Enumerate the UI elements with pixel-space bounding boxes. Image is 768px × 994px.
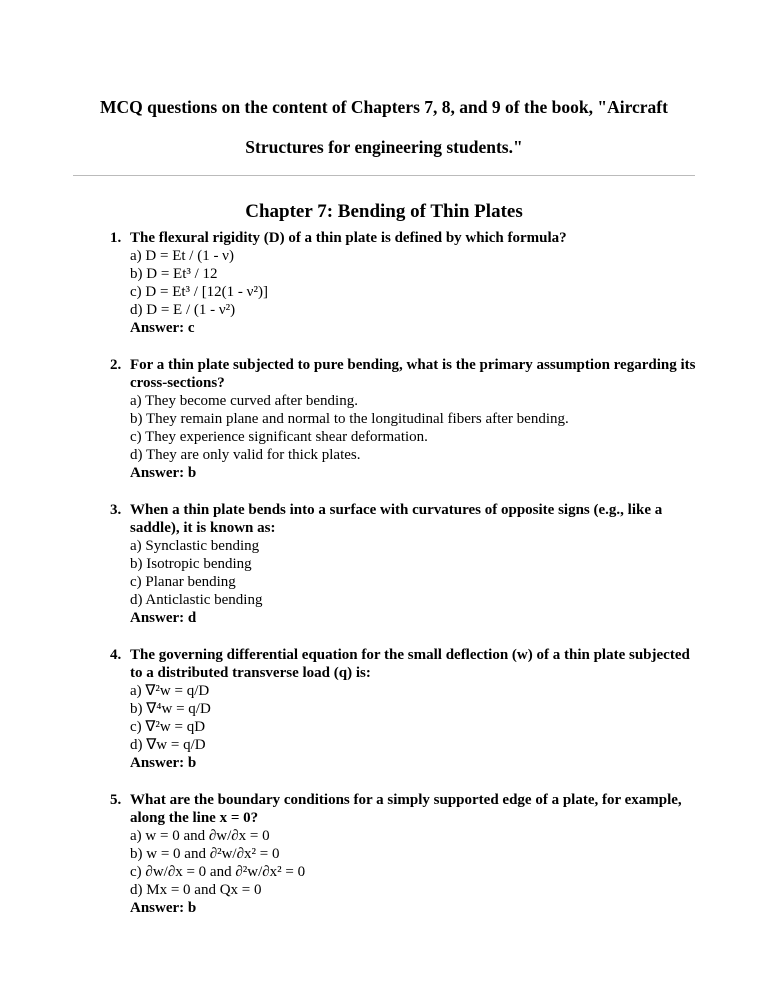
- question-number: 4.: [110, 647, 122, 663]
- option-b: b) D = Et³ / 12: [130, 266, 218, 282]
- chapter-heading: Chapter 7: Bending of Thin Plates: [245, 201, 523, 222]
- question-text: The flexural rigidity (D) of a thin plate is defined by which formula?: [130, 230, 567, 246]
- question-item: [0, 646, 768, 772]
- question-item: [0, 356, 768, 482]
- option-a: a) ∇²w = q/D: [130, 683, 210, 699]
- option-c: c) They experience significant shear deformation.: [130, 429, 428, 445]
- question-text: When a thin plate bends into a surface with curvatures of opposite signs (e.g., like a saddle), it is known as:: [130, 502, 663, 536]
- question-item: [0, 229, 768, 337]
- option-c: c) D = Et³ / [12(1 - ν²)]: [130, 284, 268, 300]
- question-text: For a thin plate subjected to pure bending, what is the primary assumption regarding its cross-sections?: [130, 357, 696, 391]
- option-c: c) ∇²w = qD: [130, 719, 206, 735]
- option-d: d) They are only valid for thick plates.: [130, 447, 361, 463]
- option-d: d) Mx = 0 and Qx = 0: [130, 882, 262, 898]
- option-c: c) ∂w/∂x = 0 and ∂²w/∂x² = 0: [130, 864, 306, 880]
- horizontal-rule: [73, 175, 695, 176]
- question-number: 5.: [110, 792, 122, 808]
- question-list: [0, 229, 768, 936]
- option-d: d) ∇w = q/D: [130, 737, 206, 753]
- answer: Answer: b: [130, 755, 197, 771]
- answer: Answer: c: [130, 320, 195, 336]
- option-b: b) Isotropic bending: [130, 556, 252, 572]
- option-a: a) D = Et / (1 - ν): [130, 248, 234, 264]
- option-b: b) w = 0 and ∂²w/∂x² = 0: [130, 846, 280, 862]
- question-item: [0, 791, 768, 917]
- question-item: [0, 501, 768, 627]
- option-b: b) They remain plane and normal to the longitudinal fibers after bending.: [130, 411, 569, 427]
- question-text: What are the boundary conditions for a simply supported edge of a plate, for example, along the line x = 0?: [130, 792, 682, 826]
- answer: Answer: d: [130, 610, 197, 626]
- option-d: d) Anticlastic bending: [130, 592, 263, 608]
- question-number: 1.: [110, 230, 122, 246]
- answer: Answer: b: [130, 900, 197, 916]
- option-b: b) ∇⁴w = q/D: [130, 701, 211, 717]
- document-title: MCQ questions on the content of Chapters 7, 8, and 9 of the book, "Aircraft Structures for engineering students.": [100, 97, 668, 157]
- question-number: 2.: [110, 357, 122, 373]
- option-a: a) Synclastic bending: [130, 538, 260, 554]
- question-text: The governing differential equation for the small deflection (w) of a thin plate subjected to a distributed transverse load (q) is:: [130, 647, 690, 681]
- question-number: 3.: [110, 502, 122, 518]
- option-a: a) w = 0 and ∂w/∂x = 0: [130, 828, 270, 844]
- option-c: c) Planar bending: [130, 574, 236, 590]
- option-a: a) They become curved after bending.: [130, 393, 358, 409]
- option-d: d) D = E / (1 - ν²): [130, 302, 236, 318]
- answer: Answer: b: [130, 465, 197, 481]
